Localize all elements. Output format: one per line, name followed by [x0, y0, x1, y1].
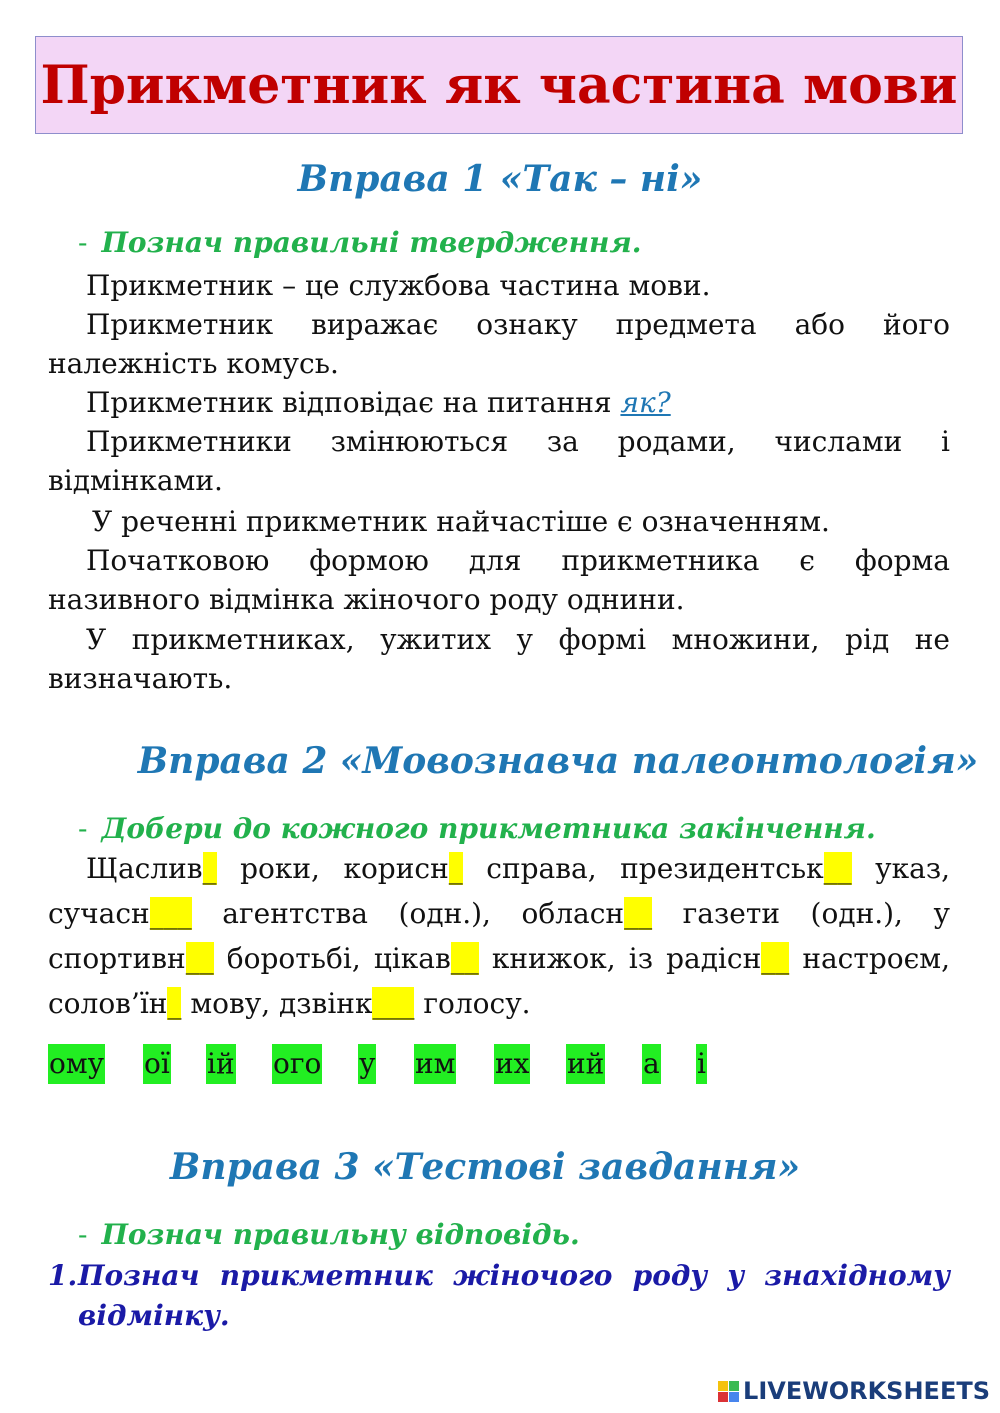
statement-5[interactable]: У реченні прикметник найчастіше є означенням. — [92, 505, 830, 538]
ending-chip[interactable]: і — [696, 1044, 707, 1084]
question-number: 1. — [48, 1259, 78, 1292]
phrase: цікав__ книжок, із — [373, 942, 667, 975]
exercise-3-instruction: - Познач правильну відповідь. — [78, 1218, 580, 1251]
blank-field[interactable]: __ — [185, 942, 214, 975]
statement-3[interactable]: Прикметник відповідає на питання як? — [86, 386, 671, 419]
ending-chip[interactable]: ого — [272, 1044, 322, 1084]
blank-field[interactable]: _ — [448, 852, 463, 885]
logo-icon — [718, 1381, 739, 1402]
statement-1[interactable]: Прикметник – це службова частина мови. — [86, 269, 711, 302]
exercise-3-title: Вправа 3 «Тестові завдання» — [169, 1146, 801, 1188]
phrase: обласн__ газети (одн.), у — [521, 897, 950, 930]
ending-chip[interactable]: ий — [566, 1044, 605, 1084]
blank-field[interactable]: ___ — [372, 987, 415, 1020]
exercise-1-title: Вправа 1 «Так – ні» — [297, 158, 703, 200]
blank-field[interactable]: ___ — [149, 897, 192, 930]
phrase: радісн__ настроєм, — [666, 942, 950, 975]
phrase: сучасн___ агентства (одн.), — [48, 897, 522, 930]
phrase: спортивн__ боротьбі, — [48, 942, 374, 975]
statement-4[interactable]: Прикметники змінюються за родами, числами і відмінками. — [48, 425, 950, 497]
question-1 — [48, 1256, 950, 1336]
question-link[interactable]: як? — [620, 386, 671, 419]
phrase: президентськ__ указ, — [620, 852, 950, 885]
question-text: Познач прикметник жіночого роду у знахідному відмінку. — [78, 1259, 950, 1332]
ending-chip[interactable]: у — [358, 1044, 376, 1084]
logo-text: LIVEWORKSHEETS — [743, 1377, 990, 1405]
ending-chip[interactable]: их — [494, 1044, 530, 1084]
blank-field[interactable]: _ — [202, 852, 217, 885]
blank-field[interactable]: __ — [624, 897, 653, 930]
statement-2[interactable]: Прикметник виражає ознаку предмета або його належність комусь. — [48, 308, 950, 380]
statement-6[interactable]: Початковою формою для прикметника є форма називного відмінка жіночого роду однини. — [48, 544, 950, 616]
exercise-1-instruction: - Познач правильні твердження. — [78, 226, 642, 259]
exercise-2-title: Вправа 2 «Мовознавча палеонтологія» — [137, 740, 979, 782]
exercise-2-instruction: - Добери до кожного прикметника закінчення. — [78, 812, 876, 845]
phrase: корисн_ справа, — [343, 852, 621, 885]
title-box — [35, 36, 963, 134]
ending-chip[interactable]: а — [642, 1044, 661, 1084]
blank-field[interactable]: __ — [761, 942, 790, 975]
page-title: Прикметник як частина мови — [40, 54, 958, 116]
liveworksheets-logo — [718, 1377, 990, 1405]
ending-chip[interactable]: ому — [48, 1044, 105, 1084]
ending-chip[interactable]: ої — [143, 1044, 171, 1084]
phrase: дзвінк___ голосу. — [279, 987, 531, 1020]
phrase: Щаслив_ роки, — [86, 852, 344, 885]
statement-7[interactable]: У прикметниках, ужитих у формі множини, рід не визначають. — [48, 623, 950, 695]
ending-chip[interactable]: им — [414, 1044, 456, 1084]
phrase: солов’їн_ мову, — [48, 987, 280, 1020]
ending-chip[interactable]: ій — [206, 1044, 236, 1084]
blank-field[interactable]: _ — [167, 987, 182, 1020]
blank-field[interactable]: __ — [823, 852, 852, 885]
exercise-2-text — [48, 846, 950, 1026]
endings-bank — [48, 1044, 748, 1084]
blank-field[interactable]: __ — [450, 942, 479, 975]
